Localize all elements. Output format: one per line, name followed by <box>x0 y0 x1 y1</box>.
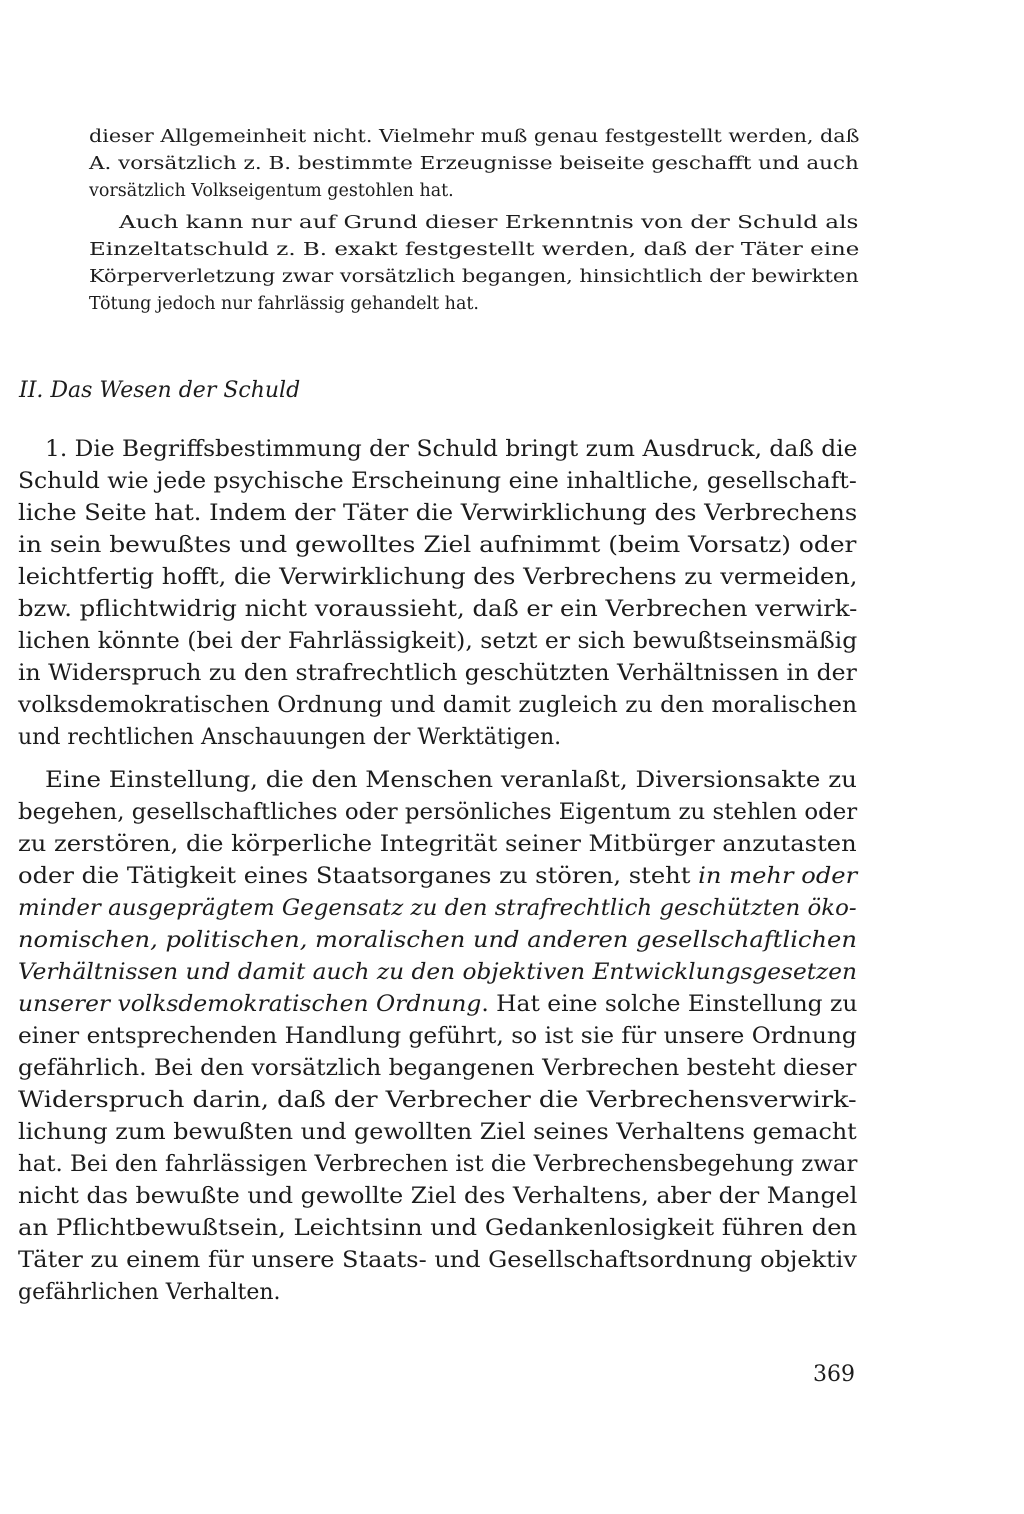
text-line: einer entsprechenden Handlung geführt, so ist sie für unsere Ordnung <box>18 1024 857 1049</box>
text-line-emphasis: Verhältnissen und damit auch zu den objektiven Entwicklungsgesetzen <box>18 960 858 985</box>
text-line: dieser Allgemeinheit nicht. Vielmehr muß genau festgestellt werden, daß <box>89 127 860 147</box>
text-line: leichtfertig hofft, die Verwirklichung des Verbrechens zu vermeiden, <box>18 565 858 590</box>
text-line: in sein bewußtes und gewolltes Ziel aufnimmt (beim Vorsatz) oder <box>18 533 857 558</box>
text-line: Tötung jedoch nur fahrlässig gehandelt hat. <box>89 294 479 314</box>
text-line: Widerspruch darin, daß der Verbrecher die Verbrechensverwirk- <box>18 1088 857 1113</box>
text-line: nicht das bewußte und gewollte Ziel des Verhaltens, aber der Mangel <box>18 1184 858 1209</box>
text-line: hat. Bei den fahrlässigen Verbrechen ist die Verbrechensbegehung zwar <box>18 1152 858 1177</box>
text-line <box>18 864 857 889</box>
text-line: Schuld wie jede psychische Erscheinung eine inhaltliche, gesellschaft- <box>18 469 857 494</box>
text-line: gefährlich. Bei den vorsätzlich begangenen Verbrechen besteht dieser <box>18 1056 857 1081</box>
text-line: Körperverletzung zwar vorsätzlich begangen, hinsichtlich der bewirkten <box>89 267 859 287</box>
text-line: liche Seite hat. Indem der Täter die Verwirklichung des Verbrechens <box>18 501 858 526</box>
text-line: bzw. pflichtwidrig nicht voraussieht, daß er ein Verbrechen verwirk- <box>18 597 858 622</box>
text-line: begehen, gesellschaftliches oder persönliches Eigentum zu stehlen oder <box>18 800 858 825</box>
text-line <box>18 992 857 1017</box>
text-line: 1. Die Begriffsbestimmung der Schuld bringt zum Ausdruck, daß die <box>45 437 858 462</box>
text-line: in Widerspruch zu den strafrechtlich geschützten Verhältnissen in der <box>18 661 857 686</box>
text-line-emphasis: minder ausgeprägtem Gegensatz zu den strafrechtlich geschützten öko- <box>18 896 857 921</box>
page-number: 369 <box>813 1362 855 1387</box>
text-emphasis: in mehr oder <box>698 864 858 889</box>
text-line: lichen könnte (bei der Fahrlässigkeit), setzt er sich bewußtseinsmäßig <box>18 629 858 654</box>
text-line: lichung zum bewußten und gewollten Ziel seines Verhaltens gemacht <box>18 1120 857 1145</box>
text-emphasis: unserer volksdemokratischen Ordnung <box>18 992 482 1017</box>
text-roman: . Hat eine solche Einstellung zu <box>481 992 858 1017</box>
text-line-emphasis: nomischen, politischen, moralischen und anderen gesellschaftlichen <box>18 928 857 953</box>
text-line: zu zerstören, die körperliche Integrität seiner Mitbürger anzutasten <box>18 832 857 857</box>
text-line: volksdemokratischen Ordnung und damit zugleich zu den moralischen <box>18 693 858 718</box>
text-line: vorsätzlich Volkseigentum gestohlen hat. <box>89 181 454 201</box>
text-line: an Pflichtbewußtsein, Leichtsinn und Gedankenlosigkeit führen den <box>18 1216 858 1241</box>
text-roman: oder die Tätigkeit eines Staatsorganes zu stören, steht <box>18 864 699 889</box>
section-heading: II. Das Wesen der Schuld <box>19 378 301 403</box>
text-line: Auch kann nur auf Grund dieser Erkenntnis von der Schuld als <box>119 213 859 233</box>
text-line: Eine Einstellung, die den Menschen veranlaßt, Diversionsakte zu <box>45 768 857 793</box>
text-line: Einzeltatschuld z. B. exakt festgestellt werden, daß der Täter eine <box>89 240 860 260</box>
text-line: gefährlichen Verhalten. <box>18 1280 281 1305</box>
text-line: und rechtlichen Anschauungen der Werktätigen. <box>18 725 562 750</box>
text-line: Täter zu einem für unsere Staats- und Gesellschaftsordnung objektiv <box>18 1248 857 1273</box>
text-line: A. vorsätzlich z. B. bestimmte Erzeugnisse beiseite geschafft und auch <box>89 154 859 174</box>
